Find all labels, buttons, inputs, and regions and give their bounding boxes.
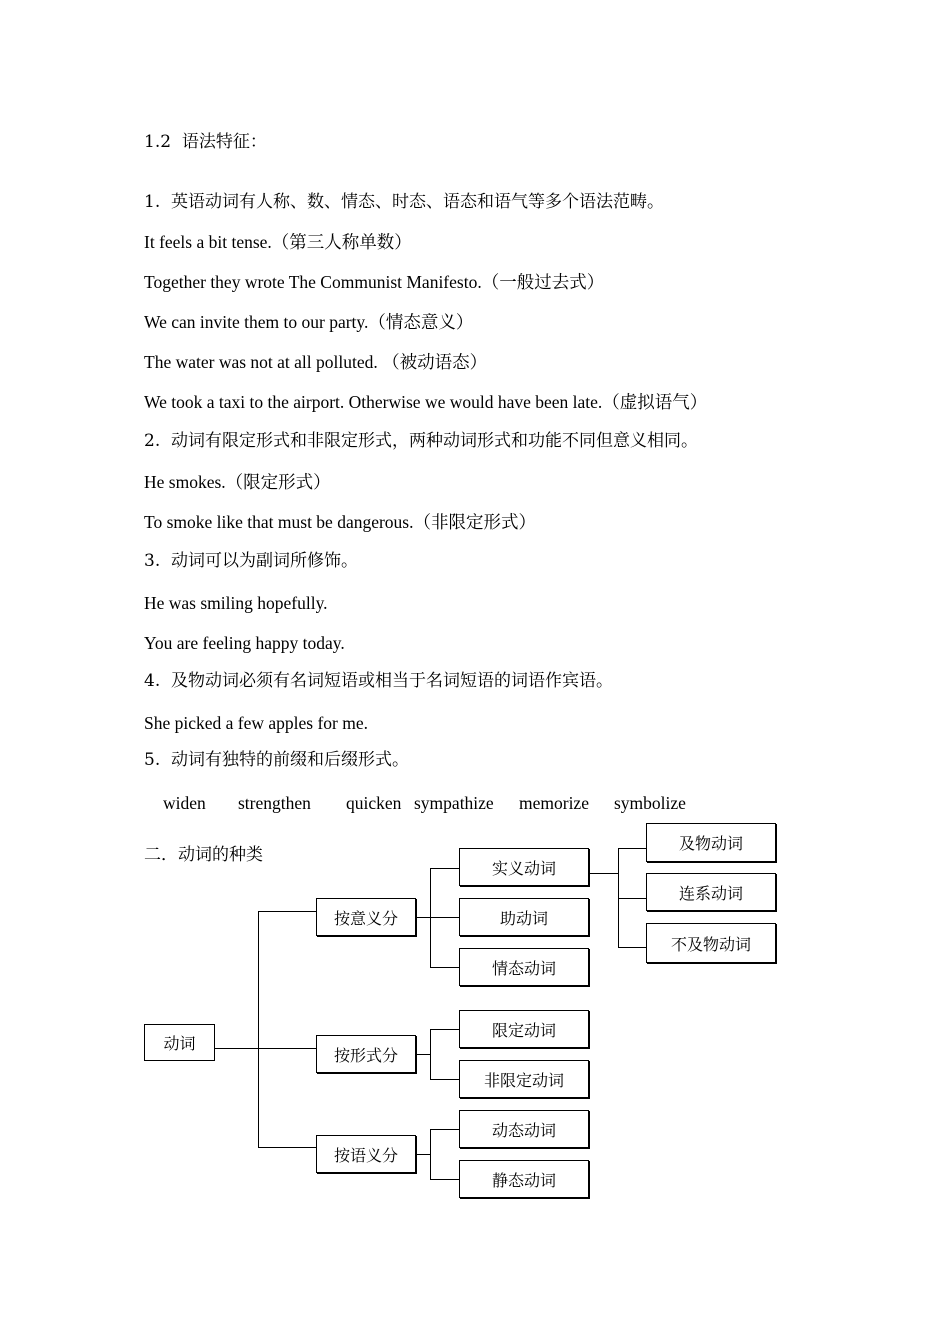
connector-line (589, 873, 618, 874)
type-node: 静态动词 (459, 1160, 589, 1198)
connector-line (416, 1154, 430, 1155)
section-heading: 1.2 语法特征： (144, 132, 267, 152)
example-sentence: He was smiling hopefully. (144, 593, 328, 613)
root-node: 动词 (144, 1024, 215, 1061)
connector-line (618, 947, 646, 948)
connector-line (416, 917, 430, 918)
connector-line (416, 1054, 430, 1055)
connector-line (430, 967, 459, 968)
example-sentence: We can invite them to our party.（情态意义） (144, 312, 474, 332)
example-sentence: To smoke like that must be dangerous.（非限定形式） (144, 512, 536, 532)
feature-point-2: 2. 动词有限定形式和非限定形式，两种动词形式和功能不同但意义相同。 (144, 431, 699, 451)
type-node: 实义动词 (459, 848, 589, 886)
feature-point-4: 4. 及物动词必须有名词短语或相当于名词短语的词语作宾语。 (144, 671, 614, 691)
suffix-word: quicken (346, 793, 402, 813)
connector-line (258, 1147, 316, 1148)
connector-line (618, 848, 646, 849)
subtype-node: 不及物动词 (646, 923, 776, 963)
category-node: 按语义分 (316, 1135, 416, 1173)
connector-line (215, 1048, 258, 1049)
feature-point-3: 3. 动词可以为副词所修饰。 (144, 551, 359, 571)
type-node: 助动词 (459, 898, 589, 936)
connector-line (430, 1129, 431, 1179)
connector-line (430, 868, 459, 869)
connector-line (258, 911, 316, 912)
connector-line (430, 1129, 459, 1130)
section-title: 二．动词的种类 (144, 845, 263, 865)
suffix-word: symbolize (614, 793, 686, 813)
type-node: 动态动词 (459, 1110, 589, 1148)
subtype-node: 及物动词 (646, 823, 776, 862)
example-sentence: She picked a few apples for me. (144, 713, 369, 733)
subtype-node: 连系动词 (646, 873, 776, 911)
suffix-word: memorize (519, 793, 589, 813)
feature-point-5: 5. 动词有独特的前缀和后缀形式。 (144, 750, 410, 770)
connector-line (258, 911, 259, 1147)
category-node: 按意义分 (316, 898, 416, 936)
type-node: 限定动词 (459, 1010, 589, 1048)
example-sentence: The water was not at all polluted. （被动语态） (144, 352, 488, 372)
example-sentence: You are feeling happy today. (144, 633, 345, 653)
category-node: 按形式分 (316, 1035, 416, 1073)
connector-line (430, 1079, 459, 1080)
example-sentence: He smokes.（限定形式） (144, 472, 331, 492)
connector-line (430, 1029, 431, 1079)
feature-point-1: 1. 英语动词有人称、数、情态、时态、语态和语气等多个语法范畴。 (144, 192, 665, 212)
example-sentence: Together they wrote The Communist Manifesto.（一般过去式） (144, 272, 605, 292)
connector-line (258, 1048, 316, 1049)
suffix-word: sympathize (414, 793, 494, 813)
type-node: 情态动词 (459, 948, 589, 986)
suffix-word: widen (163, 793, 206, 813)
connector-line (430, 917, 459, 918)
connector-line (430, 1029, 459, 1030)
connector-line (430, 1179, 459, 1180)
example-sentence: It feels a bit tense.（第三人称单数） (144, 232, 412, 252)
example-sentence: We took a taxi to the airport. Otherwise we would have been late.（虚拟语气） (144, 392, 708, 412)
type-node: 非限定动词 (459, 1060, 589, 1098)
suffix-word: strengthen (238, 793, 311, 813)
connector-line (618, 898, 646, 899)
